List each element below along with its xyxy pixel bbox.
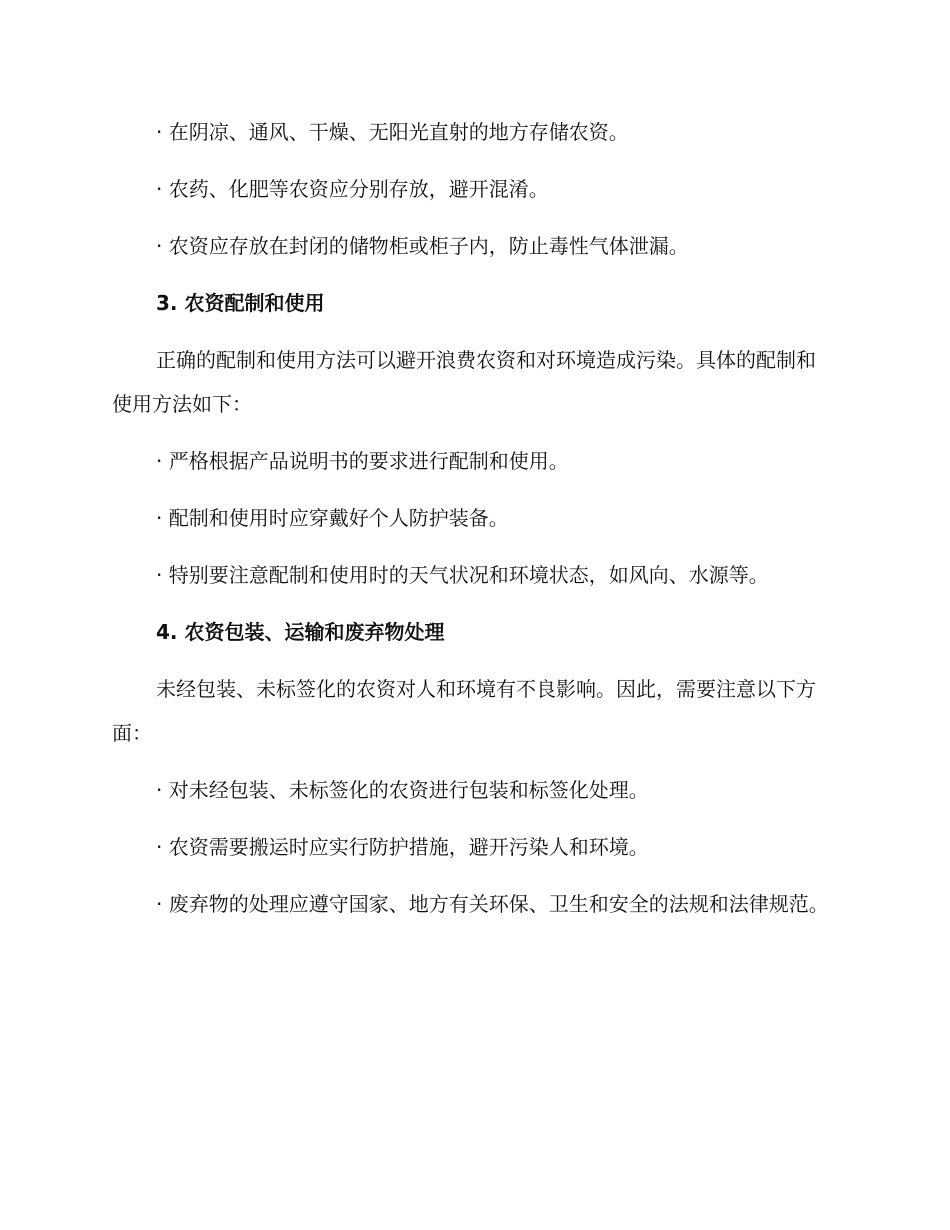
- section4-bullet-2: · 农资需要搬运时应实行防护措施，避开污染人和环境。: [156, 835, 649, 859]
- section4-intro: 未经包装、未标签化的农资对人和环境有不良影响。因此，需要注意以下方面：: [112, 677, 816, 745]
- section3-bullet-2: · 配制和使用时应穿戴好个人防护装备。: [156, 506, 509, 530]
- bullet-storage-2: · 农药、化肥等农资应分别存放，避开混淆。: [156, 177, 549, 201]
- section4-bullet-1: · 对未经包装、未标签化的农资进行包装和标签化处理。: [156, 778, 649, 802]
- section3-heading: 3. 农资配制和使用: [156, 291, 325, 315]
- section3-bullet-3: · 特别要注意配制和使用时的天气状况和环境状态，如风向、水源等。: [156, 563, 769, 587]
- section4-heading: 4. 农资包装、运输和废弃物处理: [156, 620, 445, 644]
- section4-bullet-3: · 废弃物的处理应遵守国家、地方有关环保、卫生和安全的法规和法律规范。: [156, 892, 829, 916]
- document-page: [112, 110, 832, 939]
- section3-bullet-1: · 严格根据产品说明书的要求进行配制和使用。: [156, 449, 569, 473]
- section3-intro: 正确的配制和使用方法可以避开浪费农资和对环境造成污染。具体的配制和使用方法如下：: [112, 348, 816, 416]
- bullet-storage-3: · 农资应存放在封闭的储物柜或柜子内，防止毒性气体泄漏。: [156, 234, 689, 258]
- bullet-storage-1: · 在阴凉、通风、干燥、无阳光直射的地方存储农资。: [156, 120, 629, 144]
